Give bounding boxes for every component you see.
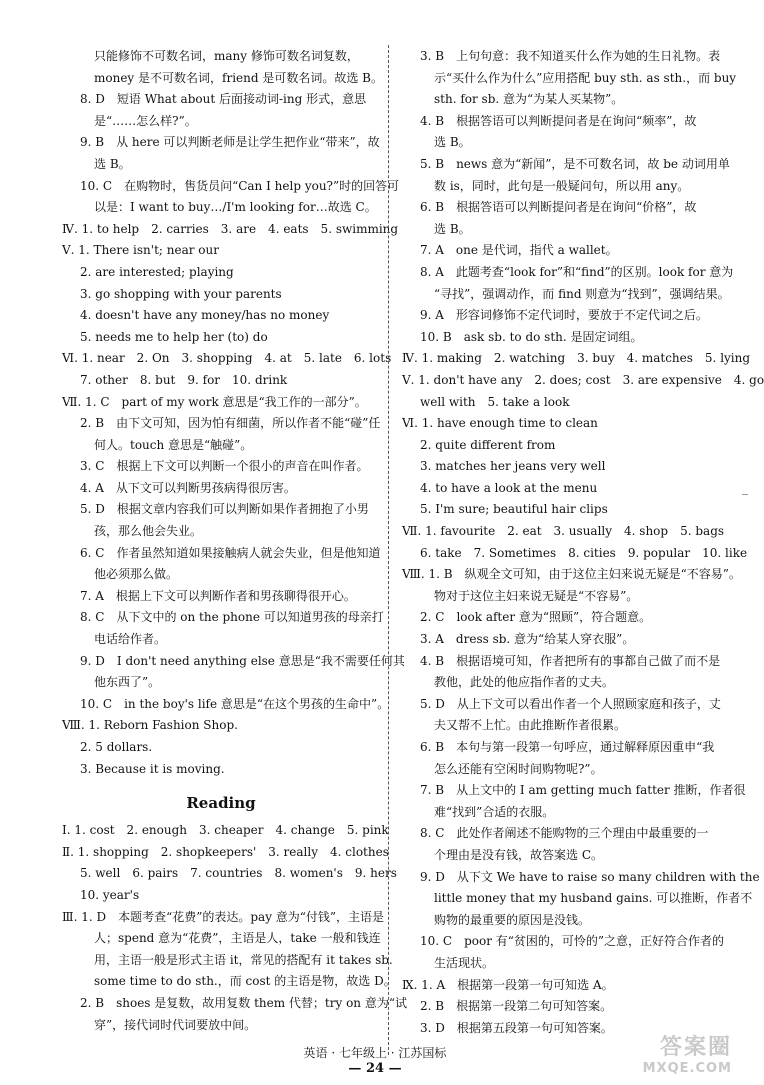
- answer-line: well with 5. take a look: [420, 394, 570, 409]
- answer-line: 物对于这位主妇来说无疑是“不容易”。: [434, 588, 639, 603]
- answer-line: 8. C 从下文中的 on the phone 可以知道男孩的母亲打: [80, 610, 384, 625]
- column-divider: [388, 45, 389, 1055]
- answer-line: 是“……怎么样?”。: [94, 113, 197, 128]
- answer-line: 6. B 本句与第一段第一句呼应，通过解释原因重申“我: [420, 740, 715, 754]
- answer-line: 8. D 短语 What about 后面接动词-ing 形式，意思: [80, 92, 367, 107]
- left-column: [62, 46, 407, 1036]
- answer-line: 生活现状。: [434, 955, 495, 970]
- answer-line: 2. B 由下文可知，因为怕有细菌，所以作者不能“碰”任: [80, 416, 381, 431]
- answer-line: 8. A 此题考查“look for”和“find”的区别。look for 意为: [420, 264, 734, 279]
- answer-line: 9. B 从 here 可以判断老师是让学生把作业“带来”，故: [80, 135, 380, 150]
- answer-line: 3. matches her jeans very well: [420, 459, 606, 474]
- answer-line: 3. A dress sb. 意为“给某人穿衣服”。: [420, 632, 635, 647]
- answer-line: 9. D I don't need anything else 意思是“我不需要任何其: [80, 653, 405, 668]
- answer-line: Ⅳ. 1. making 2. watching 3. buy 4. matches 5. lying: [402, 351, 751, 366]
- answer-line: Ⅰ. 1. cost 2. enough 3. cheaper 4. change 5. pink: [62, 823, 389, 838]
- answer-line: Ⅴ. 1. There isn't; near our: [62, 243, 219, 258]
- watermark-logo: [572, 1030, 732, 1078]
- section-title: Reading: [186, 794, 256, 813]
- answer-line: 2. quite different from: [420, 437, 556, 452]
- answer-line: 10. C 在购物时，售货员问“Can I help you?”时的回答可: [80, 178, 400, 193]
- answer-line: 7. A 根据上下文可以判断作者和男孩聊得很开心。: [80, 588, 356, 603]
- answer-line: 4. to have a look at the menu: [420, 480, 598, 495]
- answer-line: 6. take 7. Sometimes 8. cities 9. popular 10. like: [420, 545, 748, 560]
- answer-line: 5. needs me to help her (to) do: [80, 329, 268, 344]
- answer-line: 用，主语一般是形式主语 it，常见的搭配有 it takes sb.: [94, 952, 393, 967]
- answer-line: 7. A one 是代词，指代 a wallet。: [420, 243, 618, 258]
- answer-line: 10. year's: [80, 887, 140, 902]
- answer-line: 选 B。: [434, 221, 471, 236]
- footer-subject: 英语 · 七年级上 · 江苏国标: [303, 1046, 447, 1060]
- answer-line: 选 B。: [94, 156, 131, 171]
- answer-line: 6. C 作者虽然知道如果接触病人就会失业，但是他知道: [80, 545, 381, 560]
- answer-line: 教他，此处的他应指作者的丈夫。: [434, 675, 615, 690]
- answer-line: 10. C in the boy's life 意思是“在这个男孩的生命中”。: [80, 696, 390, 711]
- answer-line: 夫又帮不上忙。由此推断作者很累。: [434, 718, 627, 733]
- answer-line: 10. B ask sb. to do sth. 是固定词组。: [420, 329, 643, 344]
- answer-line: Ⅲ. 1. D 本题考查“花费”的表达。pay 意为“付钱”，主语是: [62, 909, 385, 924]
- answer-line: 电话给作者。: [94, 632, 167, 647]
- answer-line: 购物的最重要的原因是没钱。: [434, 912, 591, 927]
- answer-line: Ⅳ. 1. to help 2. carries 3. are 4. eats 5. swimming: [62, 221, 399, 236]
- answer-line: 3. C 根据上下文可以判断一个很小的声音在叫作者。: [80, 459, 369, 474]
- answer-line: 2. 5 dollars.: [80, 740, 153, 754]
- answer-line: Ⅶ. 1. C part of my work 意思是“我工作的一部分”。: [62, 394, 367, 409]
- answer-line: 2. B shoes 是复数，故用复数 them 代替；try on 意为“试: [80, 995, 407, 1010]
- answer-line: 人；spend 意为“花费”，主语是人，take 一般和钱连: [94, 931, 381, 946]
- watermark-bottom-text: MXQE.COM: [642, 1061, 732, 1076]
- answer-line: 何人。touch 意思是“触碰”。: [94, 437, 253, 452]
- answer-line: some time to do sth.，而 cost 的主语是物，故选 D。: [94, 974, 396, 989]
- answer-line: 4. B 根据语境可知，作者把所有的事都自己做了而不是: [420, 653, 721, 668]
- answer-line: Ⅱ. 1. shopping 2. shopkeepers' 3. really 4. clothes: [62, 844, 389, 859]
- answer-line: Ⅸ. 1. A 根据第一段第一句可知选 A。: [402, 977, 614, 992]
- answer-line: 5. I'm sure; beautiful hair clips: [420, 502, 608, 517]
- answer-line: 选 B。: [434, 135, 471, 150]
- answer-line: Ⅵ. 1. near 2. On 3. shopping 4. at 5. late 6. lots: [62, 351, 392, 366]
- answer-line: “寻找”，强调动作，而 find 则意为“找到”，强调结果。: [434, 286, 730, 301]
- answer-line: 2. are interested; playing: [80, 264, 234, 279]
- answer-line: money 是不可数名词，friend 是可数名词。故选 B。: [94, 70, 384, 85]
- answer-line: Ⅶ. 1. favourite 2. eat 3. usually 4. shop 5. bags: [402, 524, 725, 539]
- answer-line: 怎么还能有空闲时间购物呢?”。: [434, 761, 603, 776]
- answer-line: 8. C 此处作者阐述不能购物的三个理由中最重要的一: [420, 826, 709, 841]
- watermark-top-text: 答案圈: [659, 1035, 732, 1060]
- answer-line: 9. A 形容词修饰不定代词时，要放于不定代词之后。: [420, 308, 708, 323]
- answer-line: Ⅷ. 1. Reborn Fashion Shop.: [62, 718, 238, 733]
- answer-line: Ⅴ. 1. don't have any 2. does; cost 3. are expensive 4. go: [402, 372, 764, 387]
- answer-line: 3. go shopping with your parents: [80, 286, 282, 301]
- answer-line: 4. A 从下文可以判断男孩病得很厉害。: [80, 480, 296, 495]
- answer-line: 5. D 从上下文可以看出作者一个人照顾家庭和孩子，丈: [420, 696, 721, 711]
- answer-line: 穿”，接代词时代词要放中间。: [94, 1017, 257, 1032]
- answer-line: 难“找到”合适的衣服。: [434, 804, 555, 819]
- answer-line: 4. B 根据答语可以判断提问者是在询问“频率”，故: [420, 113, 697, 128]
- answer-line: 5. well 6. pairs 7. countries 8. women's 9. hers: [80, 866, 397, 881]
- answer-line: 3. B 上句句意：我不知道买什么作为她的生日礼物。表: [420, 49, 721, 63]
- answer-line: Ⅷ. 1. B 纵观全文可知，由于这位主妇来说无疑是“不容易”。: [402, 567, 741, 582]
- edge-mark: [742, 494, 748, 495]
- answer-line: 示“买什么作为什么”应用搭配 buy sth. as sth.，而 buy: [434, 70, 737, 85]
- answer-line: 7. B 从上文中的 I am getting much fatter 推断，作者很: [420, 783, 746, 798]
- answer-line: 他必须那么做。: [94, 567, 179, 582]
- answer-line: 4. doesn't have any money/has no money: [80, 308, 330, 323]
- answer-line: 5. D 根据文章内容我们可以判断如果作者拥抱了小男: [80, 502, 369, 517]
- answer-line: 数 is，同时，此句是一般疑问句，所以用 any。: [434, 178, 690, 193]
- answer-line: 只能修饰不可数名词，many 修饰可数名词复数，: [94, 49, 359, 63]
- answer-line: 他东西了”。: [94, 675, 161, 690]
- right-column: [402, 46, 764, 1039]
- answer-line: 6. B 根据答语可以判断提问者是在询问“价格”，故: [420, 200, 697, 215]
- answer-line: 孩，那么他会失业。: [94, 524, 203, 539]
- answer-line: 9. D 从下文 We have to raise so many children with the: [420, 869, 760, 884]
- answer-line: 个理由是没有钱，故答案选 C。: [434, 847, 603, 862]
- answer-line: 3. D 根据第五段第一句可知答案。: [420, 1020, 613, 1035]
- answer-line: 5. B news 意为“新闻”，是不可数名词，故 be 动词用单: [420, 156, 730, 171]
- answer-line: sth. for sb. 意为“为某人买某物”。: [434, 92, 624, 107]
- answer-line: 7. other 8. but 9. for 10. drink: [80, 372, 288, 387]
- answer-line: 2. B 根据第一段第二句可知答案。: [420, 999, 613, 1014]
- answer-line: 3. Because it is moving.: [80, 761, 225, 776]
- page-number: — 24 —: [348, 1061, 402, 1076]
- answer-line: 10. C poor 有“贫困的，可怜的”之意，正好符合作者的: [420, 934, 725, 949]
- answer-line: little money that my husband gains. 可以推断，作者不: [434, 891, 753, 906]
- answer-line: 2. C look after 意为“照顾”，符合题意。: [420, 610, 652, 625]
- answer-line: Ⅵ. 1. have enough time to clean: [402, 416, 598, 431]
- answer-line: 以是：I want to buy…/I'm looking for…故选 C。: [94, 200, 377, 215]
